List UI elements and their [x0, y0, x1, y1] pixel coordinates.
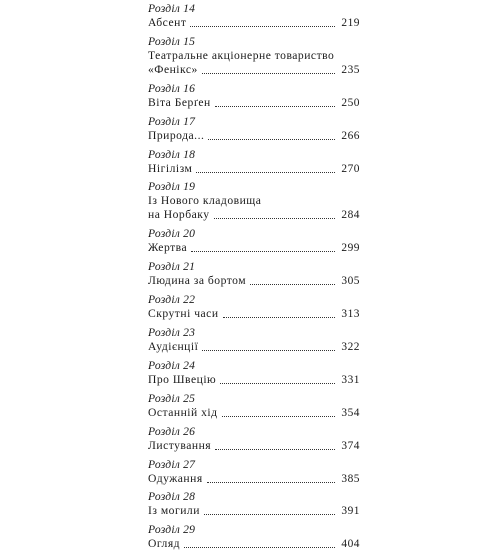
chapter-title: Огляд: [148, 537, 181, 551]
table-of-contents: [148, 2, 360, 556]
chapter-number: Розділ 27: [148, 457, 196, 471]
chapter-title: Нігілізм: [148, 161, 193, 175]
dot-leader: [184, 547, 335, 548]
dot-leader: [207, 482, 335, 483]
toc-entry: [148, 359, 360, 392]
dot-leader: [215, 106, 335, 107]
dot-leader: [250, 284, 335, 285]
page-number: 354: [341, 406, 360, 419]
chapter-number: Розділ 15: [148, 34, 196, 48]
chapter-number: Розділ 14: [148, 2, 196, 15]
toc-entry: [148, 392, 360, 425]
chapter-number: Розділ 20: [148, 227, 196, 241]
toc-entry: [148, 293, 360, 326]
page-number: 305: [341, 275, 360, 288]
dot-leader: [196, 172, 335, 173]
chapter-number: Розділ 21: [148, 260, 196, 274]
chapter-title: Жертва: [148, 241, 188, 255]
page-number: 266: [341, 129, 360, 142]
chapter-number: Розділ 22: [148, 293, 196, 307]
toc-entry: [148, 227, 360, 260]
chapter-number: Розділ 17: [148, 114, 196, 128]
toc-entry: [148, 115, 360, 148]
chapter-title: Із Нового кладовища: [148, 194, 262, 208]
toc-entry: [148, 35, 360, 82]
chapter-title: «Фенікс»: [148, 62, 198, 76]
chapter-number: Розділ 18: [148, 147, 196, 161]
toc-entry: [148, 82, 360, 115]
page-number: 250: [341, 96, 360, 109]
chapter-number: Розділ 19: [148, 180, 196, 194]
chapter-title: Про Швецію: [148, 372, 217, 386]
chapter-number: Розділ 26: [148, 424, 196, 438]
chapter-number: Розділ 28: [148, 490, 196, 504]
page-number: 391: [341, 505, 360, 518]
chapter-title: на Норбаку: [148, 208, 210, 222]
toc-entry: [148, 425, 360, 458]
toc-entry: [148, 260, 360, 293]
chapter-title: Останній хід: [148, 405, 218, 419]
dot-leader: [202, 350, 335, 351]
page-number: 404: [341, 538, 360, 551]
chapter-title: Театральне акціонерне товариство: [148, 48, 335, 62]
chapter-title: Аудієнції: [148, 340, 199, 354]
dot-leader: [190, 26, 335, 27]
dot-leader: [191, 251, 335, 252]
dot-leader: [214, 218, 335, 219]
dot-leader: [208, 139, 335, 140]
chapter-title: Віта Берґен: [148, 95, 211, 109]
page-number: 322: [341, 341, 360, 354]
dot-leader: [215, 449, 335, 450]
chapter-title: Із могили: [148, 504, 200, 518]
chapter-number: Розділ 24: [148, 358, 196, 372]
dot-leader: [220, 383, 335, 384]
page-number: 270: [341, 162, 360, 175]
toc-entry: [148, 523, 360, 556]
dot-leader: [204, 514, 335, 515]
chapter-title: Одужання: [148, 471, 203, 485]
chapter-title: Людина за бортом: [148, 274, 247, 288]
chapter-number: Розділ 25: [148, 391, 196, 405]
page-number: 299: [341, 242, 360, 255]
chapter-number: Розділ 23: [148, 326, 196, 340]
toc-entry: [148, 180, 360, 227]
toc-entry: [148, 326, 360, 359]
dot-leader: [223, 317, 335, 318]
dot-leader: [202, 73, 335, 74]
page-number: 385: [341, 472, 360, 485]
page-number: 313: [341, 308, 360, 321]
chapter-title: Природа...: [148, 128, 205, 142]
chapter-number: Розділ 16: [148, 81, 196, 95]
page-number: 374: [341, 439, 360, 452]
page-number: 284: [341, 209, 360, 222]
page-number: 219: [341, 17, 360, 29]
toc-entry: [148, 148, 360, 181]
toc-entry: [148, 458, 360, 491]
chapter-number: Розділ 29: [148, 523, 196, 537]
dot-leader: [222, 416, 335, 417]
page-number: 235: [341, 63, 360, 76]
chapter-title: Абсент: [148, 16, 187, 29]
page-number: 331: [341, 373, 360, 386]
toc-entry: [148, 2, 360, 35]
chapter-title: Скрутні часи: [148, 307, 219, 321]
toc-entry: [148, 490, 360, 523]
chapter-title: Листування: [148, 438, 212, 452]
